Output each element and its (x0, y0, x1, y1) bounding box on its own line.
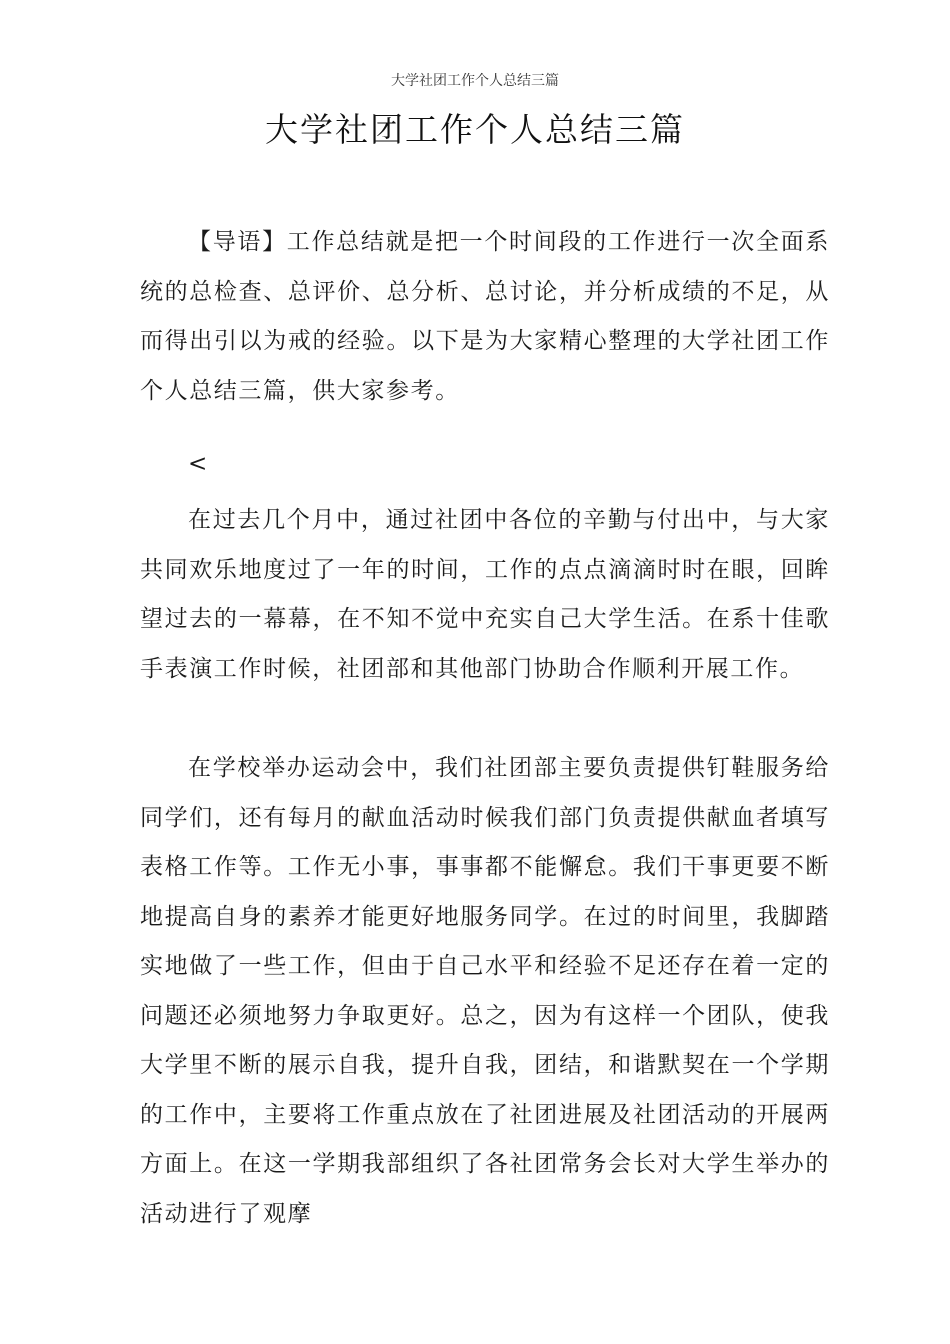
body-paragraph-2: 在学校举办运动会中，我们社团部主要负责提供钉鞋服务给同学们，还有每月的献血活动时候我们部门负责提供献血者填写表格工作等。工作无小事，事事都不能懈怠。我们干事更要不断地提高自身的素养才能更好地服务同学。在过的时间里，我脚踏实地做了一些工作，但由于自己水平和经验不足还存在着一定的问题还必须地努力争取更好。总之，因为有这样一个团队，使我大学里不断的展示自我，提升自我，团结，和谐默契在一个学期的工作中，主要将工作重点放在了社团进展及社团活动的开展两方面上。在这一学期我部组织了各社团常务会长对大学生举办的活动进行了观摩 (140, 755, 830, 1227)
running-header: 大学社团工作个人总结三篇 (391, 73, 559, 89)
body-paragraph-1: 在过去几个月中，通过社团中各位的辛勤与付出中，与大家共同欢乐地度过了一年的时间，工作的点点滴滴时时在眼，回眸望过去的一幕幕，在不知不觉中充实自己大学生活。在系十佳歌手表演工作时候，社团部和其他部门协助合作顺利开展工作。 (140, 507, 830, 682)
marker-paragraph: < (188, 451, 209, 477)
body-paragraph-1-block (140, 496, 830, 694)
intro-paragraph-block (140, 218, 830, 416)
body-paragraph-2-block (140, 744, 830, 1239)
document-title: 大学社团工作个人总结三篇 (265, 110, 685, 149)
intro-paragraph: 【导语】工作总结就是把一个时间段的工作进行一次全面系统的总检查、总评价、总分析、总讨论，并分析成绩的不足，从而得出引以为戒的经验。以下是为大家精心整理的大学社团工作个人总结三篇，供大家参考。 (140, 229, 830, 404)
marker-paragraph-block (140, 440, 830, 490)
